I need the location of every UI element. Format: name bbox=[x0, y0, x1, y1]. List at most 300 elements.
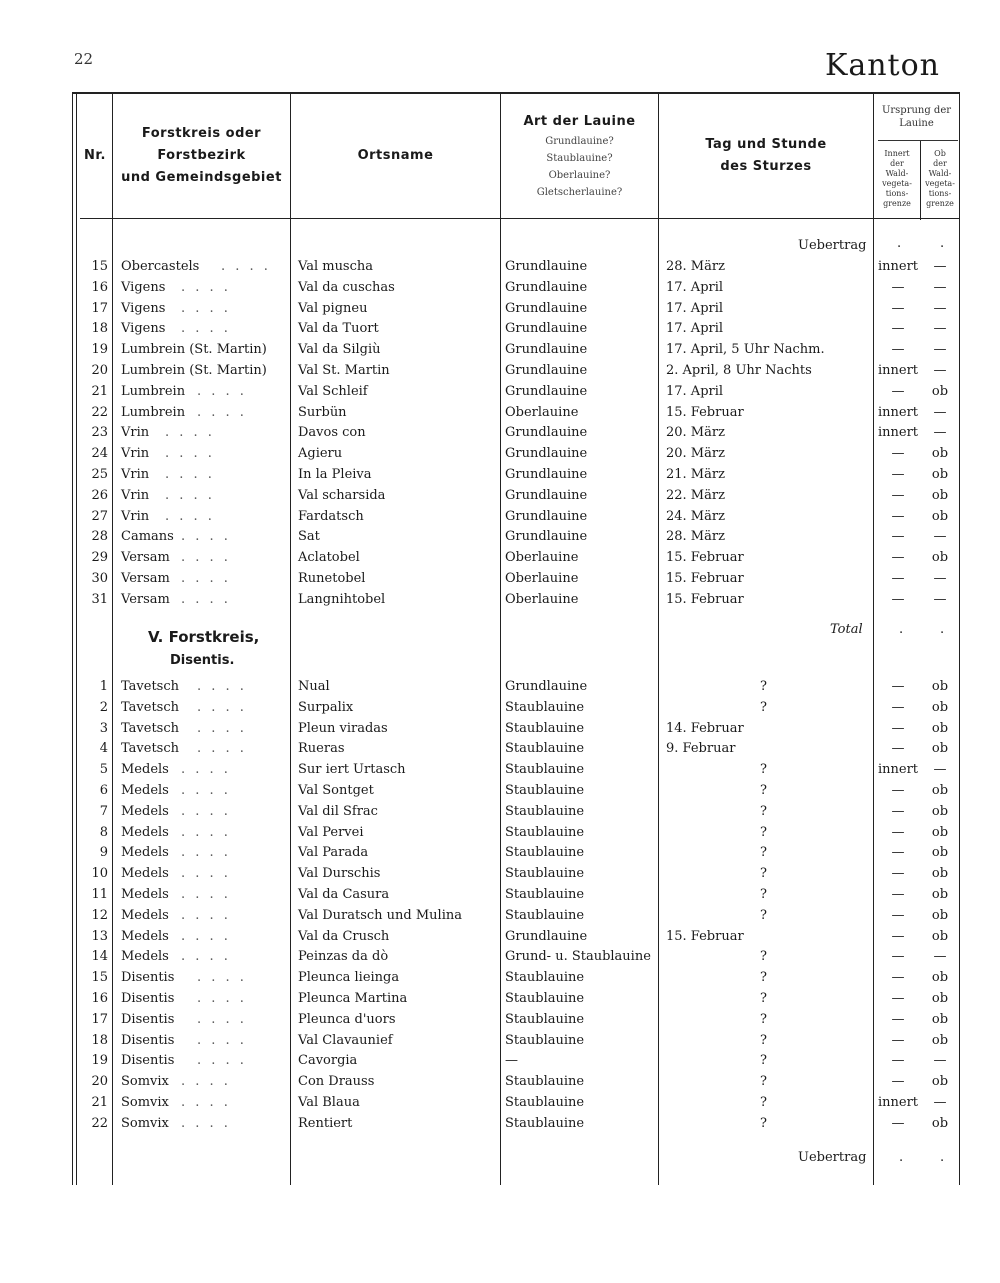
row-forstkreis: Versam bbox=[121, 591, 170, 607]
row-art: Staublauine bbox=[505, 1074, 585, 1090]
row-art: Staublauine bbox=[505, 741, 585, 757]
row-art: Grundlauine bbox=[505, 279, 588, 295]
row-unknown-date: ? bbox=[760, 1095, 767, 1110]
row-nr: 31 bbox=[91, 591, 108, 607]
row-innert: — bbox=[891, 300, 905, 316]
uebertrag-top-innert: . bbox=[897, 236, 902, 251]
total-label: Total bbox=[830, 622, 863, 637]
row-tag: 20. März bbox=[666, 425, 725, 441]
leader-dots: . . . . bbox=[181, 279, 231, 295]
row-unknown-date: ? bbox=[760, 887, 767, 902]
leader-dots: . . . . bbox=[181, 529, 231, 545]
row-ob: — bbox=[933, 259, 947, 274]
row-art: Grundlauine bbox=[505, 508, 588, 524]
row-ortsname: Nual bbox=[298, 679, 330, 694]
row-ob: — bbox=[933, 1053, 947, 1069]
row-forstkreis: Camans bbox=[121, 529, 174, 545]
row-ortsname: Peinzas da dò bbox=[298, 949, 389, 965]
table-row bbox=[0, 1051, 1000, 1072]
row-ob: ob bbox=[931, 1011, 949, 1027]
leader-dots: . . . . bbox=[165, 425, 215, 441]
row-unknown-date: ? bbox=[760, 1074, 767, 1090]
table-row bbox=[0, 423, 1000, 444]
row-nr: 30 bbox=[91, 571, 108, 586]
row-nr: 19 bbox=[91, 1053, 108, 1069]
row-ob: — bbox=[933, 425, 947, 441]
table-header-rule bbox=[80, 218, 960, 219]
row-ob: ob bbox=[931, 991, 949, 1006]
row-innert: — bbox=[891, 1053, 905, 1069]
leader-dots: . . . . bbox=[197, 699, 247, 715]
row-ortsname: Val muscha bbox=[298, 259, 374, 274]
row-forstkreis: Versam bbox=[121, 571, 170, 586]
row-forstkreis: Lumbrein (St. Martin) bbox=[121, 342, 267, 358]
table-row bbox=[0, 299, 1000, 320]
row-art: Grundlauine bbox=[505, 529, 588, 545]
ursprung-underline bbox=[878, 140, 958, 141]
row-art: Grundlauine bbox=[505, 363, 588, 378]
row-unknown-date: ? bbox=[760, 907, 767, 923]
row-nr: 17 bbox=[91, 300, 108, 316]
table-row bbox=[0, 590, 1000, 611]
uebertrag-bottom-innert: . bbox=[899, 1150, 904, 1165]
row-forstkreis: Medels bbox=[121, 887, 169, 902]
row-ob: — bbox=[933, 571, 947, 586]
row-tag: 17. April bbox=[666, 383, 724, 399]
row-forstkreis: Versam bbox=[121, 550, 170, 566]
row-nr: 21 bbox=[91, 1095, 108, 1110]
row-art: Grundlauine bbox=[505, 383, 588, 399]
row-ortsname: Aclatobel bbox=[298, 550, 360, 566]
table-row bbox=[0, 781, 1000, 802]
row-ob: ob bbox=[931, 845, 949, 861]
row-art: Staublauine bbox=[505, 803, 585, 819]
table-row bbox=[0, 739, 1000, 760]
row-nr: 10 bbox=[91, 866, 108, 882]
row-forstkreis: Lumbrein bbox=[121, 404, 186, 420]
row-innert: — bbox=[891, 907, 905, 923]
row-nr: 24 bbox=[91, 446, 108, 462]
uebertrag-top-label: Uebertrag bbox=[798, 238, 867, 253]
row-forstkreis: Tavetsch bbox=[121, 720, 179, 736]
row-innert: innert bbox=[877, 762, 919, 778]
row-forstkreis: Vrin bbox=[121, 446, 150, 462]
table-row bbox=[0, 906, 1000, 927]
row-ortsname: Val Parada bbox=[298, 845, 369, 861]
row-nr: 17 bbox=[91, 1011, 108, 1027]
row-innert: — bbox=[891, 591, 905, 607]
row-innert: — bbox=[891, 866, 905, 882]
row-ob: — bbox=[933, 591, 947, 607]
row-forstkreis: Disentis bbox=[121, 1011, 175, 1027]
row-ortsname: Val St. Martin bbox=[298, 363, 390, 378]
row-unknown-date: ? bbox=[760, 679, 767, 694]
table-row bbox=[0, 527, 1000, 548]
row-ortsname: Val Sontget bbox=[298, 783, 374, 798]
total-innert: . bbox=[899, 622, 904, 637]
row-art: Staublauine bbox=[505, 887, 585, 902]
row-nr: 11 bbox=[91, 887, 108, 902]
row-unknown-date: ? bbox=[760, 949, 767, 965]
leader-dots: . . . . bbox=[197, 679, 247, 694]
row-innert: — bbox=[891, 1011, 905, 1027]
leader-dots: . . . . bbox=[197, 1032, 247, 1048]
row-art: Staublauine bbox=[505, 824, 585, 840]
row-ortsname: Cavorgia bbox=[298, 1053, 358, 1069]
row-ob: ob bbox=[931, 783, 949, 798]
row-nr: 13 bbox=[91, 928, 108, 944]
row-ob: ob bbox=[931, 1074, 949, 1090]
row-art: Staublauine bbox=[505, 1032, 585, 1048]
row-forstkreis: Medels bbox=[121, 949, 169, 965]
row-ob: ob bbox=[931, 928, 949, 944]
leader-dots: . . . . bbox=[165, 467, 215, 482]
row-ortsname: Val Pervei bbox=[298, 824, 364, 840]
table-row bbox=[0, 947, 1000, 968]
row-innert: — bbox=[891, 383, 905, 399]
row-ortsname: Val Schleif bbox=[298, 383, 368, 399]
row-innert: — bbox=[891, 824, 905, 840]
row-nr: 15 bbox=[91, 259, 108, 274]
row-nr: 1 bbox=[99, 679, 108, 694]
uebertrag-bottom-label: Uebertrag bbox=[798, 1150, 867, 1165]
row-ortsname: Val da cuschas bbox=[298, 279, 395, 295]
leader-dots: . . . . bbox=[181, 321, 231, 337]
row-art: Grundlauine bbox=[505, 487, 588, 503]
row-nr: 2 bbox=[99, 699, 108, 715]
leader-dots: . . . . bbox=[181, 824, 231, 840]
row-innert: — bbox=[891, 679, 905, 694]
leader-dots: . . . . bbox=[197, 1053, 247, 1069]
row-ortsname: Val Duratsch und Mulina bbox=[298, 907, 462, 923]
table-row bbox=[0, 760, 1000, 781]
row-unknown-date: ? bbox=[760, 803, 767, 819]
row-innert: — bbox=[891, 1115, 905, 1131]
row-nr: 9 bbox=[99, 845, 108, 861]
row-tag: 15. Februar bbox=[666, 591, 744, 607]
row-nr: 18 bbox=[91, 1032, 108, 1048]
row-innert: innert bbox=[877, 259, 919, 274]
row-art: Staublauine bbox=[505, 720, 585, 736]
row-forstkreis: Medels bbox=[121, 928, 169, 944]
row-ob: ob bbox=[931, 487, 949, 503]
row-tag: 22. März bbox=[666, 487, 725, 503]
row-art: Grundlauine bbox=[505, 259, 588, 274]
row-nr: 19 bbox=[91, 342, 108, 358]
table-row bbox=[0, 823, 1000, 844]
row-art: Grundlauine bbox=[505, 446, 588, 462]
row-ob: — bbox=[933, 342, 947, 358]
row-art: Staublauine bbox=[505, 699, 585, 715]
row-ortsname: Rueras bbox=[298, 741, 345, 757]
row-ortsname: Pleunca Martina bbox=[298, 991, 408, 1006]
row-forstkreis: Medels bbox=[121, 845, 169, 861]
row-nr: 26 bbox=[91, 487, 108, 503]
row-art: Grundlauine bbox=[505, 342, 588, 358]
row-tag: 15. Februar bbox=[666, 404, 744, 420]
row-unknown-date: ? bbox=[760, 970, 767, 986]
row-innert: — bbox=[891, 446, 905, 462]
row-art: Staublauine bbox=[505, 1115, 585, 1131]
row-art: Oberlauine bbox=[505, 591, 579, 607]
row-forstkreis: Disentis bbox=[121, 970, 175, 986]
row-forstkreis: Vigens bbox=[121, 300, 166, 316]
leader-dots: . . . . bbox=[165, 487, 215, 503]
row-ortsname: Davos con bbox=[298, 425, 366, 441]
row-innert: — bbox=[891, 571, 905, 586]
row-art: Staublauine bbox=[505, 783, 585, 798]
row-nr: 29 bbox=[91, 550, 108, 566]
table-row bbox=[0, 340, 1000, 361]
row-ob: ob bbox=[931, 699, 949, 715]
row-unknown-date: ? bbox=[760, 991, 767, 1006]
table-row bbox=[0, 257, 1000, 278]
row-nr: 28 bbox=[91, 529, 108, 545]
row-ortsname: Val dil Sfrac bbox=[298, 803, 378, 819]
row-tag: 17. April bbox=[666, 321, 724, 337]
row-art: Staublauine bbox=[505, 970, 585, 986]
row-art: Oberlauine bbox=[505, 404, 579, 420]
leader-dots: . . . . bbox=[197, 404, 247, 420]
row-unknown-date: ? bbox=[760, 1032, 767, 1048]
row-ortsname: Val da Crusch bbox=[298, 928, 390, 944]
table-row bbox=[0, 989, 1000, 1010]
row-ob: — bbox=[933, 949, 947, 965]
row-ob: ob bbox=[931, 1115, 949, 1131]
row-nr: 27 bbox=[91, 508, 108, 524]
row-ortsname: Con Drauss bbox=[298, 1074, 375, 1090]
row-forstkreis: Medels bbox=[121, 824, 169, 840]
row-nr: 14 bbox=[91, 949, 108, 965]
row-forstkreis: Somvix bbox=[121, 1115, 169, 1131]
row-ob: ob bbox=[931, 970, 949, 986]
row-tag: 2. April, 8 Uhr Nachts bbox=[666, 363, 812, 378]
section-subtitle: Disentis. bbox=[170, 653, 235, 668]
row-nr: 18 bbox=[91, 321, 108, 337]
row-forstkreis: Vrin bbox=[121, 425, 150, 441]
row-ob: — bbox=[933, 300, 947, 316]
row-innert: — bbox=[891, 928, 905, 944]
row-forstkreis: Medels bbox=[121, 866, 169, 882]
row-art: Staublauine bbox=[505, 1095, 585, 1110]
page-number: 22 bbox=[74, 50, 94, 68]
row-nr: 12 bbox=[91, 907, 108, 923]
row-ortsname: Runetobel bbox=[298, 571, 366, 586]
table-row bbox=[0, 403, 1000, 424]
row-innert: — bbox=[891, 342, 905, 358]
row-nr: 20 bbox=[91, 1074, 108, 1090]
table-row bbox=[0, 444, 1000, 465]
row-forstkreis: Lumbrein (St. Martin) bbox=[121, 363, 267, 378]
row-art: — bbox=[505, 1053, 518, 1069]
leader-dots: . . . . bbox=[197, 1011, 247, 1027]
table-row bbox=[0, 382, 1000, 403]
row-ortsname: Val pigneu bbox=[298, 300, 368, 316]
row-ob: ob bbox=[931, 741, 949, 757]
row-unknown-date: ? bbox=[760, 824, 767, 840]
row-ortsname: Val scharsida bbox=[298, 487, 386, 503]
leader-dots: . . . . bbox=[165, 508, 215, 524]
row-innert: innert bbox=[877, 404, 919, 420]
row-forstkreis: Obercastels bbox=[121, 259, 200, 274]
leader-dots: . . . . bbox=[181, 845, 231, 861]
row-forstkreis: Tavetsch bbox=[121, 679, 179, 694]
row-tag: 17. April bbox=[666, 279, 724, 295]
row-ortsname: Rentiert bbox=[298, 1115, 353, 1131]
row-ob: — bbox=[933, 279, 947, 295]
table-row bbox=[0, 802, 1000, 823]
row-forstkreis: Medels bbox=[121, 762, 169, 778]
row-ortsname: Langnihtobel bbox=[298, 591, 386, 607]
row-ortsname: Pleun viradas bbox=[298, 720, 388, 736]
row-tag: 9. Februar bbox=[666, 741, 736, 757]
row-nr: 23 bbox=[91, 425, 108, 441]
row-ortsname: Agieru bbox=[298, 446, 343, 462]
row-nr: 4 bbox=[99, 741, 108, 757]
row-innert: — bbox=[891, 699, 905, 715]
row-ob: ob bbox=[931, 467, 949, 482]
row-unknown-date: ? bbox=[760, 762, 767, 778]
row-nr: 25 bbox=[91, 467, 108, 482]
table-row bbox=[0, 1114, 1000, 1135]
row-unknown-date: ? bbox=[760, 845, 767, 861]
leader-dots: . . . . bbox=[181, 949, 231, 965]
row-innert: — bbox=[891, 1074, 905, 1090]
row-innert: — bbox=[891, 720, 905, 736]
leader-dots: . . . . bbox=[197, 383, 247, 399]
row-ob: ob bbox=[931, 550, 949, 566]
row-tag: 17. April, 5 Uhr Nachm. bbox=[666, 342, 825, 358]
row-ob: ob bbox=[931, 866, 949, 882]
row-tag: 24. März bbox=[666, 508, 725, 524]
row-ortsname: Val da Silgiù bbox=[298, 342, 381, 358]
row-tag: 14. Februar bbox=[666, 720, 744, 736]
leader-dots: . . . . bbox=[181, 803, 231, 819]
row-art: Grundlauine bbox=[505, 467, 588, 482]
row-innert: — bbox=[891, 508, 905, 524]
leader-dots: . . . . bbox=[181, 762, 231, 778]
row-ob: ob bbox=[931, 887, 949, 902]
table-row bbox=[0, 968, 1000, 989]
leader-dots: . . . . bbox=[181, 1115, 231, 1131]
row-art: Grund- u. Staublauine bbox=[505, 949, 651, 965]
table-row bbox=[0, 1031, 1000, 1052]
header-ob: Ob der Wald- vegeta- tions- grenze bbox=[925, 149, 955, 208]
table-row bbox=[0, 1093, 1000, 1114]
row-ortsname: Fardatsch bbox=[298, 508, 364, 524]
row-innert: — bbox=[891, 970, 905, 986]
row-innert: — bbox=[891, 783, 905, 798]
row-ob: — bbox=[933, 321, 947, 337]
leader-dots: . . . . bbox=[197, 720, 247, 736]
row-forstkreis: Vrin bbox=[121, 508, 150, 524]
row-ob: — bbox=[933, 1095, 947, 1110]
table-row bbox=[0, 278, 1000, 299]
table-row bbox=[0, 864, 1000, 885]
row-ob: ob bbox=[931, 720, 949, 736]
table-row bbox=[0, 569, 1000, 590]
row-innert: — bbox=[891, 550, 905, 566]
row-innert: — bbox=[891, 803, 905, 819]
row-nr: 22 bbox=[91, 404, 108, 420]
row-ob: — bbox=[933, 404, 947, 420]
row-ortsname: Surpalix bbox=[298, 699, 354, 715]
header-tag-und-stunde: Tag und Stunde des Sturzes bbox=[705, 137, 827, 174]
leader-dots: . . . . bbox=[181, 550, 231, 566]
row-innert: innert bbox=[877, 1095, 919, 1110]
leader-dots: . . . . bbox=[181, 783, 231, 798]
row-ortsname: In la Pleiva bbox=[298, 467, 372, 482]
leader-dots: . . . . bbox=[181, 1095, 231, 1110]
row-innert: — bbox=[891, 991, 905, 1006]
row-innert: — bbox=[891, 949, 905, 965]
row-ob: ob bbox=[931, 1032, 949, 1048]
row-art: Staublauine bbox=[505, 907, 585, 923]
row-art: Grundlauine bbox=[505, 928, 588, 944]
total-ob: . bbox=[940, 622, 945, 637]
leader-dots: . . . . bbox=[197, 991, 247, 1006]
leader-dots: . . . . bbox=[221, 259, 271, 274]
uebertrag-top-ob: . bbox=[940, 236, 945, 251]
row-ob: — bbox=[933, 529, 947, 545]
row-ortsname: Val Blaua bbox=[298, 1095, 360, 1110]
row-art: Oberlauine bbox=[505, 550, 579, 566]
row-unknown-date: ? bbox=[760, 1011, 767, 1027]
row-innert: — bbox=[891, 741, 905, 757]
page-header-kanton: Kanton bbox=[824, 48, 940, 83]
row-ortsname: Sur iert Urtasch bbox=[298, 762, 406, 778]
leader-dots: . . . . bbox=[181, 591, 231, 607]
row-ob: — bbox=[933, 762, 947, 778]
row-tag: 15. Februar bbox=[666, 571, 744, 586]
table-row bbox=[0, 465, 1000, 486]
table-row bbox=[0, 885, 1000, 906]
row-tag: 21. März bbox=[666, 467, 725, 482]
section-title: V. Forstkreis, bbox=[148, 628, 260, 646]
row-ortsname: Val da Tuort bbox=[298, 321, 379, 337]
row-nr: 5 bbox=[99, 762, 108, 778]
row-art: Staublauine bbox=[505, 866, 585, 882]
row-ortsname: Pleunca lieinga bbox=[298, 970, 400, 986]
row-art: Oberlauine bbox=[505, 571, 579, 586]
row-ob: ob bbox=[931, 383, 949, 399]
uebertrag-bottom-ob: . bbox=[940, 1150, 945, 1165]
row-unknown-date: ? bbox=[760, 1053, 767, 1069]
row-innert: — bbox=[891, 487, 905, 503]
row-tag: 15. Februar bbox=[666, 928, 744, 944]
row-art: Staublauine bbox=[505, 1011, 585, 1027]
row-ob: ob bbox=[931, 508, 949, 524]
row-innert: — bbox=[891, 467, 905, 482]
table-row bbox=[0, 507, 1000, 528]
row-innert: — bbox=[891, 887, 905, 902]
row-forstkreis: Lumbrein bbox=[121, 383, 186, 399]
row-forstkreis: Disentis bbox=[121, 1053, 175, 1069]
row-nr: 20 bbox=[91, 363, 108, 378]
row-nr: 16 bbox=[91, 991, 108, 1006]
table-row bbox=[0, 1072, 1000, 1093]
row-forstkreis: Somvix bbox=[121, 1074, 169, 1090]
table-row bbox=[0, 719, 1000, 740]
row-ob: ob bbox=[931, 803, 949, 819]
row-tag: 20. März bbox=[666, 446, 725, 462]
row-tag: 15. Februar bbox=[666, 550, 744, 566]
row-forstkreis: Somvix bbox=[121, 1095, 169, 1110]
leader-dots: . . . . bbox=[181, 300, 231, 316]
row-ortsname: Surbün bbox=[298, 404, 347, 420]
row-innert: — bbox=[891, 529, 905, 545]
row-art: Staublauine bbox=[505, 991, 585, 1006]
